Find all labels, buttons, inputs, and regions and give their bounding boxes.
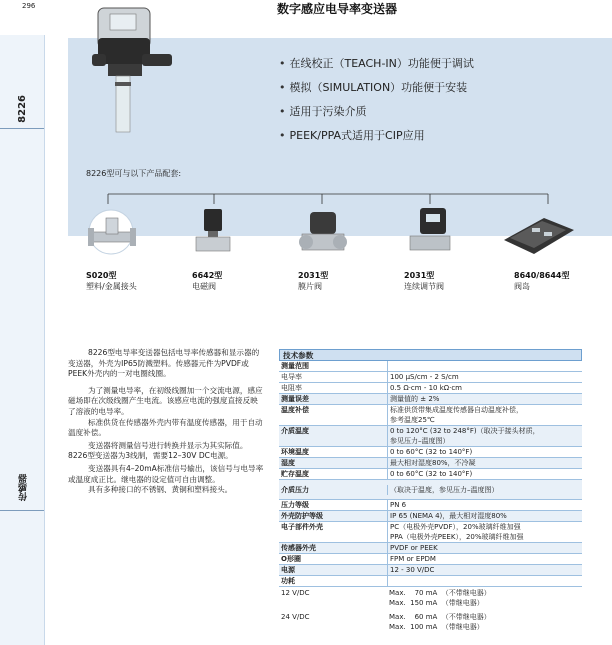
spec-value [387, 576, 582, 586]
spec-label: 电阻率 [281, 384, 302, 392]
spec-label: 环境温度 [281, 448, 309, 456]
spec-value-line: 测量值的 ± 2% [390, 395, 440, 403]
spec-row [279, 543, 582, 554]
spec-row [279, 565, 582, 576]
transmitter-image [88, 0, 183, 160]
spec-row [279, 500, 582, 511]
spec-value [387, 543, 582, 553]
spec-value-line: PVDF or PEEK [390, 544, 438, 552]
spec-value [387, 458, 582, 468]
page-number: 296 [22, 2, 36, 10]
side-rail [0, 35, 45, 645]
spec-label: 电子部件外壳 [281, 523, 323, 531]
spec-value [387, 469, 582, 479]
spec-value-line: 参考温度25℃ [390, 416, 435, 424]
spec-row [279, 576, 582, 587]
spec-label: 介质压力 [281, 485, 309, 494]
spec-value-line: 0 to 120°C (32 to 248°F)（取决于接头材质， [390, 427, 540, 435]
spec-power-row [279, 612, 582, 622]
spec-value [387, 383, 582, 393]
spec-value [387, 405, 582, 425]
spec-row [279, 469, 582, 480]
spec-label: O形圈 [281, 555, 301, 563]
spec-label: 电源 [281, 566, 295, 574]
spec-value-line: （取决于温度，参见压力–温度图） [390, 485, 499, 494]
rail-divider [0, 510, 44, 511]
feature-item: • PEEK/PPA式适用于CIP应用 [279, 129, 425, 142]
spec-value-line: 12 - 30 V/DC [390, 566, 435, 574]
spec-label: 湿度 [281, 459, 295, 467]
product-item: 6642型 电磁阀 [192, 271, 223, 291]
spec-value [387, 485, 582, 495]
spec-label: 温度补偿 [281, 406, 309, 414]
spec-row [279, 361, 582, 372]
spec-label: 外壳防护等级 [281, 512, 323, 520]
connector-line [68, 190, 612, 210]
spec-value [387, 447, 582, 457]
spec-label: 贮存温度 [281, 470, 309, 478]
spec-value [387, 522, 582, 542]
product-item: 8640/8644型 阀岛 [514, 271, 570, 291]
control-valve-image [402, 206, 460, 262]
spec-row [279, 554, 582, 565]
spec-row [279, 394, 582, 405]
compat-caption: 8226型可与以下产品配套: [86, 169, 182, 178]
spec-label: 电导率 [281, 373, 302, 381]
spec-label: 测量范围 [281, 362, 309, 370]
spec-label: 功耗 [281, 577, 295, 585]
rail-category-label: 传感器 [19, 474, 29, 501]
spec-label: 测量误差 [281, 395, 309, 403]
spec-power-row [279, 598, 582, 608]
spec-row [279, 383, 582, 394]
solenoid-valve-image [190, 205, 240, 261]
spec-value-line: 最大相对湿度80%，不冷凝 [390, 459, 476, 467]
product-item: 2031型 膜片阀 [298, 271, 329, 291]
spec-row [279, 372, 582, 383]
spec-value [387, 500, 582, 510]
spec-label [279, 598, 387, 608]
diaphragm-valve-image [296, 208, 354, 262]
spec-value-line: IP 65 (NEMA 4)，最大相对湿度80% [390, 512, 507, 520]
feature-item: • 适用于污染介质 [279, 105, 367, 118]
spec-label: 传感器外壳 [281, 544, 316, 552]
valve-island-image [502, 214, 576, 258]
spec-row [279, 405, 582, 426]
description-paragraph: 变送器将测量信号进行转换并显示为其实际值。8226型变送器为3线制，需要12–30V DC电源。 [68, 440, 248, 461]
description-paragraph: 具有多种接口的不锈钢、黄铜和塑料接头。 [88, 485, 233, 495]
description-paragraph: 8226型电导率变送器包括电导率传感器和显示器的变送器，外壳为IP65防溅塑料。传感器元件为PVDF或PEEK外壳内的一对电圈线圈。 [68, 348, 260, 379]
spec-value: Max. 150 mA （带继电器） [389, 599, 484, 607]
spec-value: Max. 60 mA （不带继电器） [389, 613, 491, 621]
spec-value: Max. 70 mA （不带继电器） [389, 589, 491, 597]
spec-row [279, 447, 582, 458]
spec-value: Max. 100 mA （带继电器） [389, 623, 484, 631]
spec-table-header: 技术参数 [279, 349, 582, 361]
spec-label: 压力等级 [281, 501, 309, 509]
spec-value-line: 参见压力–温度图） [390, 437, 450, 445]
spec-label: 介质温度 [281, 427, 309, 435]
description-paragraph: 变送器具有4–20mA标准信号输出，该信号与电导率或温度成正比。继电器的设定值可自由调整。 [68, 463, 264, 484]
feature-item: • 在线校正（TEACH-IN）功能便于调试 [279, 57, 474, 70]
description-paragraph: 标准供货在传感器外壳内带有温度传感器，用于自动温度补偿。 [68, 417, 263, 438]
spec-value [387, 372, 582, 382]
spec-value-line: 100 μS/cm - 2 S/cm [390, 373, 459, 381]
spec-value [387, 394, 582, 404]
spec-row [279, 458, 582, 469]
spec-value [387, 426, 582, 446]
fitting-image [84, 208, 142, 262]
spec-value [387, 565, 582, 575]
spec-value-line: PPA（电极外壳PEEK），20%玻璃纤维加强 [390, 533, 524, 541]
rail-divider [0, 128, 44, 129]
description-paragraph: 为了测量电导率，在初级线圈加一个交流电源，感应磁场即在次级线圈产生电流。该感应电流的强度直接反映了溶液的电导率。 [68, 385, 263, 416]
spec-value [387, 511, 582, 521]
description [68, 348, 265, 496]
spec-value-line: 0 to 60°C (32 to 140°F) [390, 470, 473, 478]
product-item: 2031型 连续调节阀 [404, 271, 444, 291]
spec-value-line: 0 to 60°C (32 to 140°F) [390, 448, 473, 456]
spec-value-line: PC（电极外壳PVDF），20%玻璃纤维加强 [390, 523, 521, 531]
spec-label: 12 V/DC [281, 589, 310, 597]
spec-row [279, 511, 582, 522]
spec-table [279, 349, 582, 632]
spec-row [279, 426, 582, 447]
spec-row [279, 480, 582, 500]
spec-value-line: 标准供货带集成温度传感器自动温度补偿， [390, 406, 523, 414]
spec-power-row [279, 622, 582, 632]
spec-value-line: 0.5 Ω·cm - 10 kΩ·cm [390, 384, 463, 392]
product-item: S020型 塑料/金属接头 [86, 271, 137, 291]
page-title: 数字感应电导率变送器 [277, 2, 398, 16]
spec-label [279, 622, 387, 632]
spec-value [387, 554, 582, 564]
spec-label: 24 V/DC [281, 613, 310, 621]
feature-item: • 模拟（SIMULATION）功能便于安装 [279, 81, 468, 94]
spec-value [387, 361, 582, 371]
spec-value-line: PN 6 [390, 501, 407, 509]
spec-power-row [279, 588, 582, 598]
spec-value-line: FPM or EPDM [390, 555, 436, 563]
spec-row [279, 522, 582, 543]
rail-model-label: 8226 [17, 95, 28, 123]
